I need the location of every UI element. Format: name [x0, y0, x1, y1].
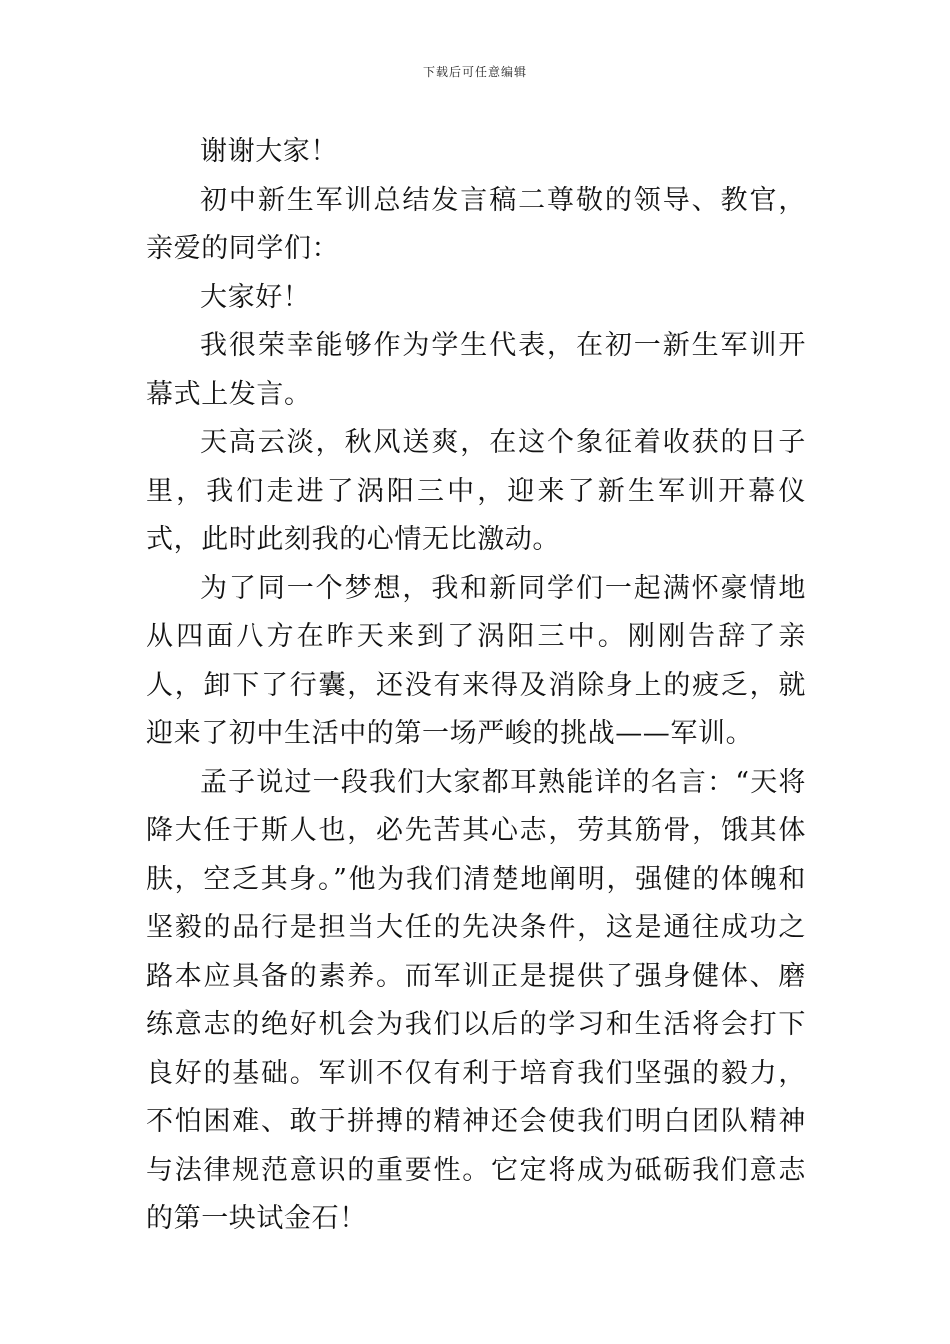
paragraph-autumn: 天高云淡，秋风送爽，在这个象征着收获的日子里，我们走进了涡阳三中，迎来了新生军训开幕仪式，此时此刻我的心情无比激动。 [146, 427, 806, 555]
paragraph-honor: 我很荣幸能够作为学生代表，在初一新生军训开幕式上发言。 [146, 330, 806, 410]
paragraph-title-greeting: 初中新生军训总结发言稿二尊敬的领导、教官，亲爱的同学们： [146, 184, 806, 264]
paragraph-dream: 为了同一个梦想，我和新同学们一起满怀豪情地从四面八方在昨天来到了涡阳三中。刚刚告辞了亲人，卸下了行囊，还没有来得及消除身上的疲乏，就迎来了初中生活中的第一场严峻的挑战——军训。 [146, 572, 806, 749]
paragraph-hello: 大家好！ [200, 281, 311, 313]
paragraph-mencius: 孟子说过一段我们大家都耳熟能详的名言：“天将降大任于斯人也，必先苦其心志，劳其筋骨，饿其体肤，空乏其身。”他为我们清楚地阐明，强健的体魄和坚毅的品行是担当大任的先决条件，这是通往成功之路本应具备的素养。而军训正是提供了强身健体、磨练意志的绝好机会为我们以后的学习和生活将会打下良好的基础。军训不仅有利于培育我们坚强的毅力，不怕困难、敢于拼搏的精神还会使我们明白团队精神与法律规范意识的重要性。它定将成为砥砺我们意志的第一块试金石！ [146, 766, 806, 1234]
document-body [146, 128, 806, 1244]
paragraph-thanks: 谢谢大家！ [200, 136, 338, 167]
page-header-note: 下载后可任意编辑 [422, 65, 527, 79]
